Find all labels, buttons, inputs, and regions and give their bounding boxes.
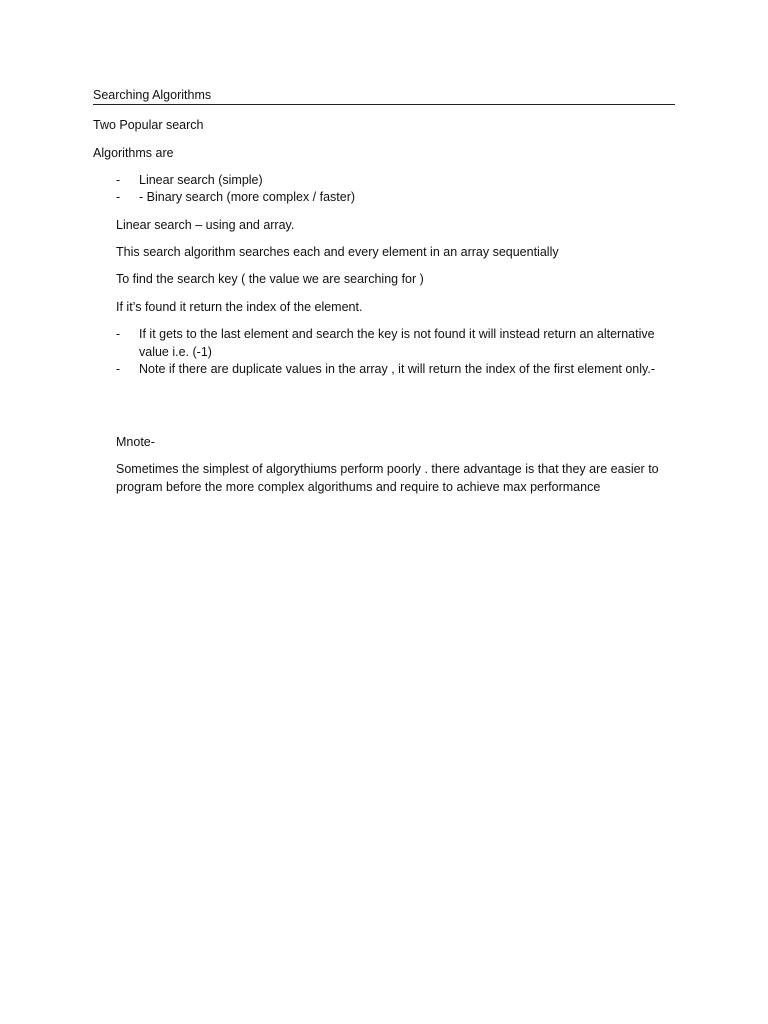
bullet-dash: - [116, 173, 121, 187]
page-heading: Searching Algorithms [93, 88, 675, 105]
note-label: Mnote- [116, 435, 155, 449]
intro-line-1: Two Popular search [93, 118, 204, 132]
bullet-dash: - [116, 362, 121, 376]
list-item-text: - Binary search (more complex / faster) [139, 190, 356, 204]
description-line-3: If it’s found it return the index of the element. [116, 300, 363, 314]
bullet-dash: - [116, 327, 121, 341]
description-line-1: This search algorithm searches each and every element in an array sequentially [116, 245, 559, 259]
linear-search-title: Linear search – using and array. [116, 218, 295, 232]
list-item [116, 361, 676, 397]
description-line-2: To find the search key ( the value we are searching for ) [116, 272, 424, 286]
list-item-text: If it gets to the last element and search the key is not found it will instead return an alternative value i.e. (-1) [139, 327, 655, 359]
list-item [116, 326, 676, 362]
list-item-text: Linear search (simple) [139, 173, 263, 187]
intro-line-2: Algorithms are [93, 146, 174, 160]
note-paragraph: Sometimes the simplest of algorythiums perform poorly . there advantage is that they are easier to program before the more complex algorithums and require to achieve max performance [116, 462, 659, 494]
list-item-text: Note if there are duplicate values in the array , it will return the index of the first element only.- [139, 362, 655, 376]
bullet-dash: - [116, 190, 121, 204]
